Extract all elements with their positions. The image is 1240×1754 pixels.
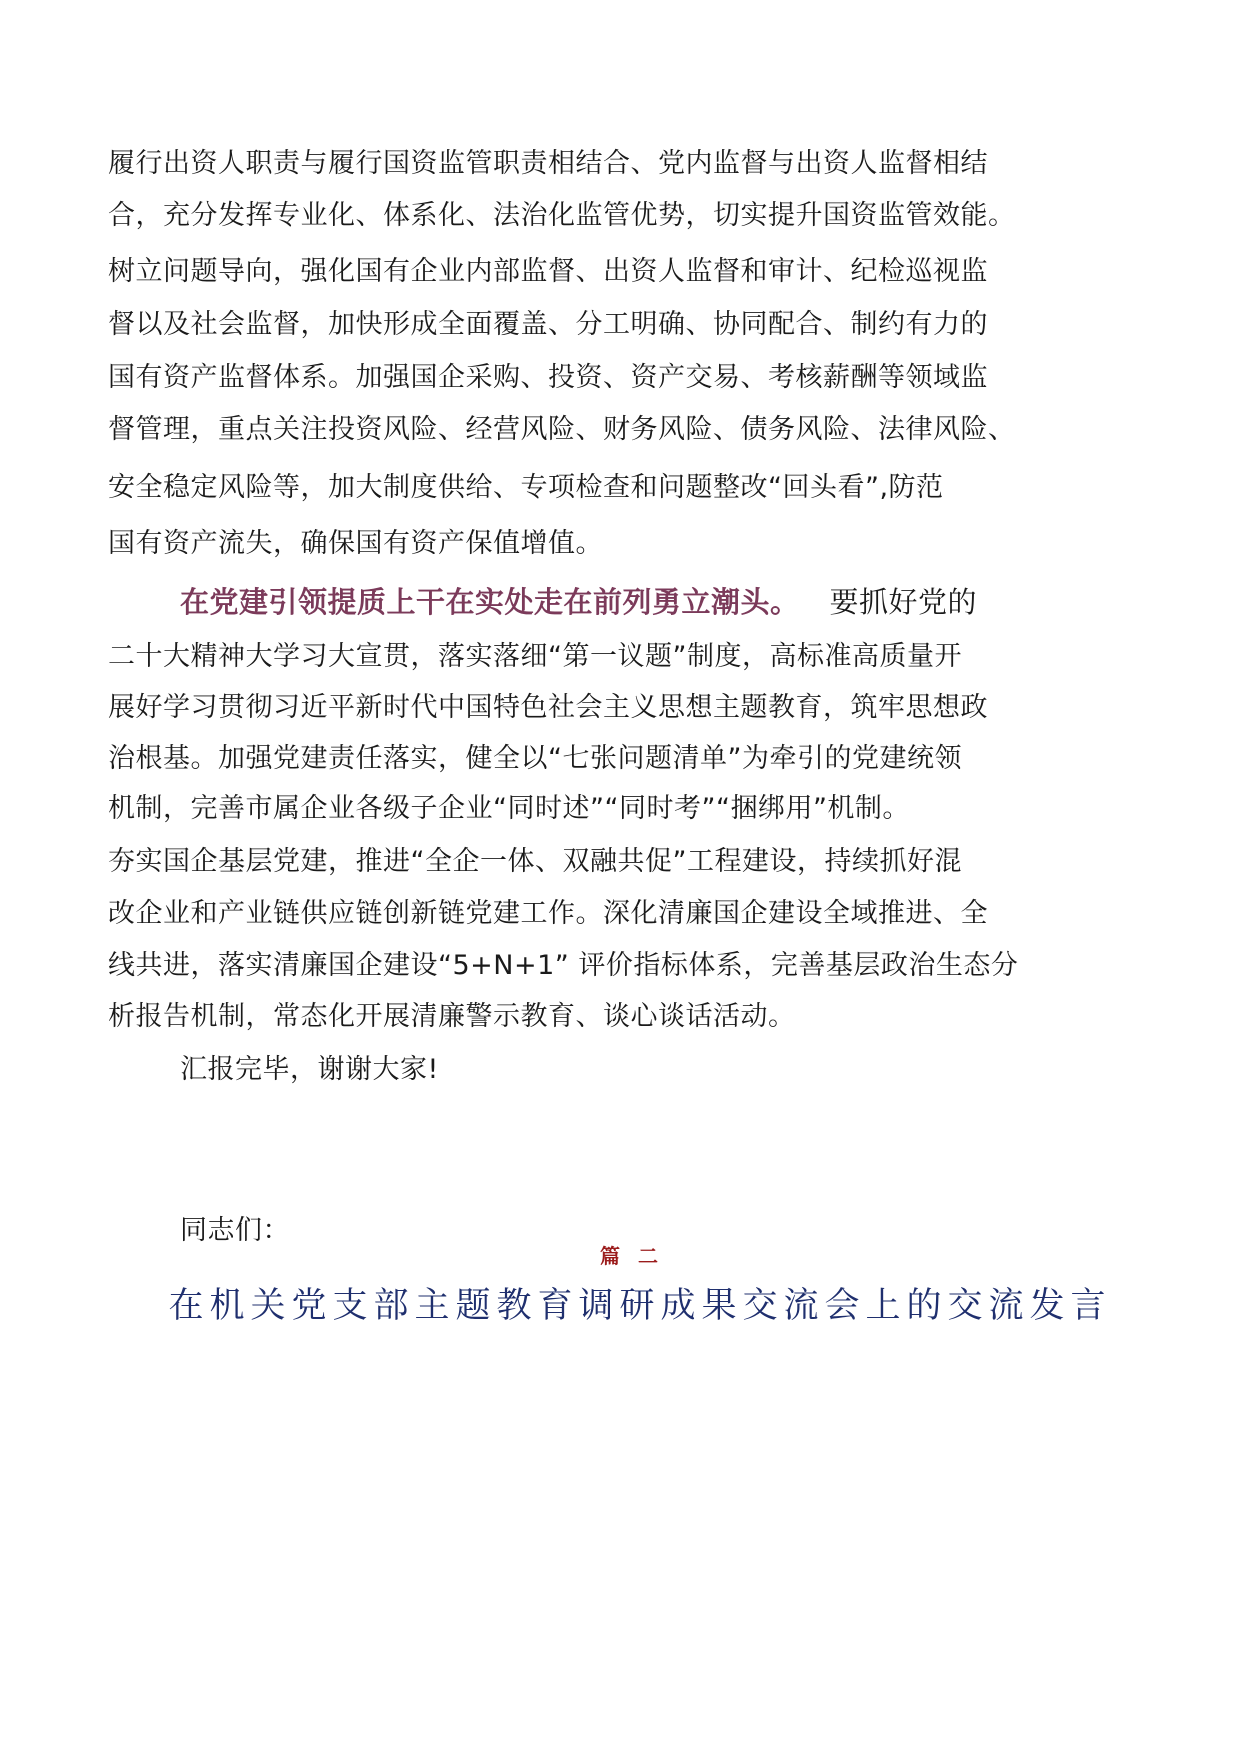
paragraph-line: 督以及社会监督，加快形成全面覆盖、分工明确、协同配合、制约有力的	[108, 309, 988, 340]
paragraph-line: 督管理，重点关注投资风险、经营风险、财务风险、债务风险、法律风险、	[108, 414, 1016, 445]
paragraph-line: 治根基。加强党建责任落实，健全以“七张问题清单”为牵引的党建统领	[108, 743, 962, 774]
paragraph-line: 国有资产监督体系。加强国企采购、投资、资产交易、考核薪酬等领域监	[108, 362, 988, 393]
section-label: 篇二	[600, 1244, 676, 1268]
closing-remark: 汇报完毕，谢谢大家!	[180, 1054, 439, 1085]
section-heading-rest: 要抓好党的	[829, 585, 978, 619]
section-heading-bold: 在党建引领提质上干在实处走在前列勇立潮头。	[180, 585, 800, 619]
section-heading	[180, 584, 977, 622]
paragraph-line: 树立问题导向，强化国有企业内部监督、出资人监督和审计、纪检巡视监	[108, 256, 988, 287]
paragraph-line: 二十大精神大学习大宣贯，落实落细“第一议题”制度，高标准高质量开	[108, 641, 962, 672]
paragraph-line: 履行出资人职责与履行国资监管职责相结合、党内监督与出资人监督相结	[108, 148, 988, 179]
paragraph-line: 国有资产流失，确保国有资产保值增值。	[108, 528, 603, 559]
paragraph-line: 析报告机制，常态化开展清廉警示教育、谈心谈话活动。	[108, 1001, 796, 1032]
paragraph-line: 夯实国企基层党建，推进“全企一体、双融共促”工程建设，持续抓好混	[108, 846, 962, 877]
salutation: 同志们：	[180, 1215, 290, 1246]
paragraph-line: 线共进，落实清廉国企建设“5+N+1” 评价指标体系，完善基层政治生态分	[108, 950, 1019, 981]
paragraph-line: 安全稳定风险等，加大制度供给、专项检查和问题整改“回头看”,防范	[108, 472, 944, 503]
paragraph-line: 合，充分发挥专业化、体系化、法治化监管优势，切实提升国资监管效能。	[108, 200, 1016, 231]
document-title: 在机关党支部主题教育调研成果交流会上的交流发言	[168, 1286, 1112, 1326]
paragraph-line: 展好学习贯彻习近平新时代中国特色社会主义思想主题教育，筑牢思想政	[108, 692, 988, 723]
paragraph-line: 改企业和产业链供应链创新链党建工作。深化清廉国企建设全域推进、全	[108, 898, 988, 929]
paragraph-line: 机制，完善市属企业各级子企业“同时述”“同时考”“捆绑用”机制。	[108, 793, 910, 824]
